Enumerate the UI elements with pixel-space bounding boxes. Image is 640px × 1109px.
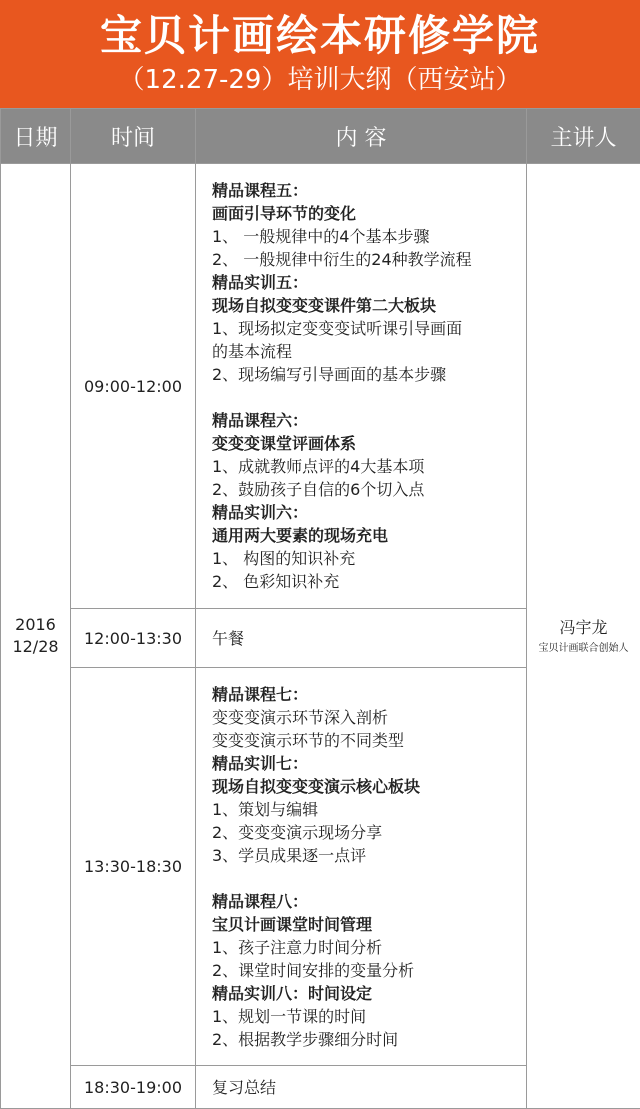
column-header-speaker: 主讲人 bbox=[527, 109, 640, 164]
content-line: 1、规划一节课的时间 bbox=[212, 1005, 526, 1028]
content-line: 2、 色彩知识补充 bbox=[212, 570, 526, 593]
time-cell: 13:30-18:30 bbox=[71, 668, 196, 1066]
page-subtitle: （12.27-29）培训大纲（西安站） bbox=[0, 62, 640, 98]
content-cell bbox=[196, 164, 527, 609]
content-heading: 现场自拟变变变演示核心板块 bbox=[212, 775, 526, 798]
content-line: 1、 一般规律中的4个基本步骤 bbox=[212, 225, 526, 248]
time-cell: 18:30-19:00 bbox=[71, 1066, 196, 1109]
content-line: 1、 构图的知识补充 bbox=[212, 547, 526, 570]
title-banner bbox=[0, 0, 640, 108]
date-day: 12/28 bbox=[2, 636, 69, 658]
content-line: 2、现场编写引导画面的基本步骤 bbox=[212, 363, 526, 386]
content-heading: 精品课程七： bbox=[212, 683, 526, 706]
content-heading: 精品课程八： bbox=[212, 890, 526, 913]
content-heading: 精品实训五： bbox=[212, 271, 526, 294]
table-header-row bbox=[1, 109, 640, 164]
blank-line bbox=[212, 867, 526, 890]
content-line: 复习总结 bbox=[212, 1076, 526, 1099]
content-line: 1、策划与编辑 bbox=[212, 798, 526, 821]
content-line: 1、孩子注意力时间分析 bbox=[212, 936, 526, 959]
time-cell: 12:00-13:30 bbox=[71, 609, 196, 668]
table-row bbox=[1, 164, 640, 609]
content-line: 1、现场拟定变变变试听课引导画面 bbox=[212, 317, 526, 340]
content-heading: 宝贝计画课堂时间管理 bbox=[212, 913, 526, 936]
content-line: 2、根据教学步骤细分时间 bbox=[212, 1028, 526, 1051]
content-line: 变变变演示环节深入剖析 bbox=[212, 706, 526, 729]
content-heading: 画面引导环节的变化 bbox=[212, 202, 526, 225]
content-line: 1、成就教师点评的4大基本项 bbox=[212, 455, 526, 478]
content-line: 2、变变变演示现场分享 bbox=[212, 821, 526, 844]
content-line: 2、鼓励孩子自信的6个切入点 bbox=[212, 478, 526, 501]
speaker-title: 宝贝计画联合创始人 bbox=[528, 641, 639, 657]
content-heading: 精品实训七： bbox=[212, 752, 526, 775]
time-cell: 09:00-12:00 bbox=[71, 164, 196, 609]
date-cell bbox=[1, 164, 71, 1109]
blank-line bbox=[212, 386, 526, 409]
column-header-date: 日期 bbox=[1, 109, 71, 164]
page-title: 宝贝计画绘本研修学院 bbox=[0, 10, 640, 62]
schedule-table bbox=[0, 108, 640, 1109]
content-line: 的基本流程 bbox=[212, 340, 526, 363]
speaker-cell bbox=[527, 164, 640, 1109]
content-cell bbox=[196, 609, 527, 668]
content-heading: 变变变课堂评画体系 bbox=[212, 432, 526, 455]
content-line: 午餐 bbox=[212, 627, 526, 650]
content-heading: 精品实训六： bbox=[212, 501, 526, 524]
content-cell bbox=[196, 668, 527, 1066]
content-heading: 现场自拟变变变课件第二大板块 bbox=[212, 294, 526, 317]
content-line: 2、 一般规律中衍生的24种教学流程 bbox=[212, 248, 526, 271]
content-heading: 精品课程五： bbox=[212, 179, 526, 202]
speaker-name: 冯宇龙 bbox=[528, 615, 639, 641]
date-year: 2016 bbox=[2, 614, 69, 636]
column-header-time: 时间 bbox=[71, 109, 196, 164]
content-line: 2、课堂时间安排的变量分析 bbox=[212, 959, 526, 982]
content-line: 变变变演示环节的不同类型 bbox=[212, 729, 526, 752]
content-cell bbox=[196, 1066, 527, 1109]
column-header-content: 内 容 bbox=[196, 109, 527, 164]
content-heading: 精品实训八：时间设定 bbox=[212, 982, 526, 1005]
content-heading: 精品课程六： bbox=[212, 409, 526, 432]
content-line: 3、学员成果逐一点评 bbox=[212, 844, 526, 867]
content-heading: 通用两大要素的现场充电 bbox=[212, 524, 526, 547]
